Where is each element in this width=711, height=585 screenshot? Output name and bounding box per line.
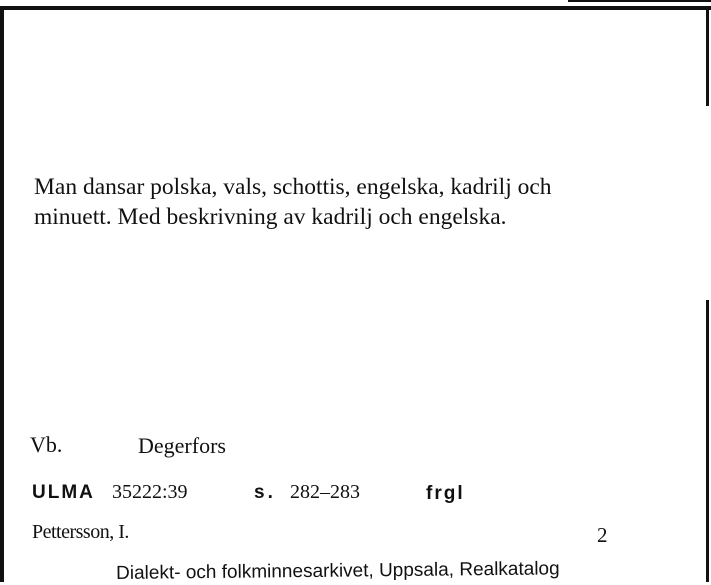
description-line-2: minuett. Med beskrivning av kadrilj och engelska. — [34, 204, 507, 230]
recorder-name: Pettersson, I. — [32, 521, 129, 543]
archive-code: ULMA — [32, 482, 95, 503]
place-name: Degerfors — [138, 433, 226, 458]
accession-number: 35222:39 — [112, 481, 188, 503]
pages-label: s. — [254, 482, 276, 503]
page-range: 282–283 — [290, 481, 360, 503]
description-line-1: Man dansar polska, vals, schottis, engelska, kadrilj och — [34, 174, 552, 200]
archive-footer: Dialekt- och folkminnesarkivet, Uppsala, Realkatalog — [116, 558, 560, 584]
card-border-left — [0, 6, 4, 582]
region-code: Vb. — [30, 432, 63, 457]
category-code: frgl — [426, 483, 465, 504]
card-description — [34, 172, 674, 232]
card-border-right — [706, 6, 709, 106]
card-border-right-lower — [706, 300, 709, 582]
card-number: 2 — [597, 523, 608, 547]
card-border-top — [0, 6, 711, 10]
card-edge-line — [568, 0, 711, 2]
